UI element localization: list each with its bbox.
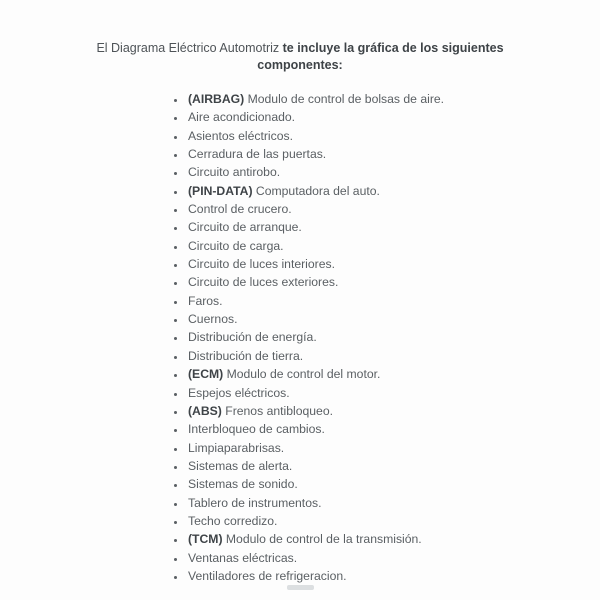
list-item [186,402,600,420]
component-acronym: (ECM) [188,367,227,382]
list-item [186,218,600,236]
list-item [186,328,600,346]
list-item [186,273,600,291]
list-item [186,145,600,163]
component-text: Circuito de luces exteriores. [188,275,339,290]
title-bold-part-line2: componentes: [257,58,343,72]
component-text: Aire acondicionado. [188,110,296,125]
component-text: Ventiladores de refrigeracion. [188,568,347,583]
list-item [186,512,600,530]
component-text: Circuito de arranque. [188,220,302,235]
list-item [186,420,600,438]
list-item [186,494,600,512]
list-item [186,530,600,548]
list-item [186,347,600,365]
component-text: Espejos eléctricos. [188,385,290,400]
list-item [186,439,600,457]
list-item [186,365,600,383]
components-list [0,90,600,585]
list-item [186,163,600,181]
component-text: Techo corredizo. [188,513,278,528]
component-text: Computadora del auto. [255,183,380,198]
list-item [186,127,600,145]
component-acronym: (AIRBAG) [188,92,248,106]
component-acronym: (PIN-DATA) [188,183,256,198]
list-item [186,475,600,493]
component-text: Limpiaparabrisas. [188,440,285,455]
page-title [70,40,530,74]
component-text: Modulo de control de bolsas de aire. [247,92,445,106]
list-item [186,549,600,567]
list-item [186,182,600,200]
component-text: Sistemas de sonido. [188,477,298,492]
component-text: Interbloqueo de cambios. [188,422,325,437]
list-item [186,567,600,585]
list-item [186,255,600,273]
component-text: Circuito de carga. [188,238,284,253]
component-text: Control de crucero. [188,202,292,217]
component-text: Circuito antirobo. [188,165,281,180]
component-text: Cuernos. [188,312,238,327]
component-acronym: (TCM) [188,532,226,547]
component-text: Asientos eléctricos. [188,128,293,143]
component-text: Tablero de instrumentos. [188,495,322,510]
component-text: Frenos antibloqueo. [225,403,333,418]
component-acronym: (ABS) [188,403,226,418]
list-item [186,310,600,328]
list-item [186,384,600,402]
component-text: Distribución de tierra. [188,348,304,363]
component-text: Distribución de energía. [188,330,317,345]
title-bold-part-line1: te incluye la gráfica de los siguientes [282,41,504,55]
component-text: Modulo de control de la transmisión. [225,532,422,547]
component-text: Faros. [188,293,223,308]
component-text: Cerradura de las puertas. [188,147,327,162]
list-item [186,457,600,475]
component-text: Modulo de control del motor. [226,367,381,382]
list-item [186,200,600,218]
list-item [186,237,600,255]
title-regular-part: El Diagrama Eléctrico Automotriz [96,41,280,55]
bottom-indicator-bar [287,585,314,590]
component-text: Ventanas eléctricas. [188,550,298,565]
list-item [186,292,600,310]
component-text: Circuito de luces interiores. [188,257,335,272]
list-item [186,90,600,108]
component-text: Sistemas de alerta. [188,458,293,473]
list-item [186,108,600,126]
